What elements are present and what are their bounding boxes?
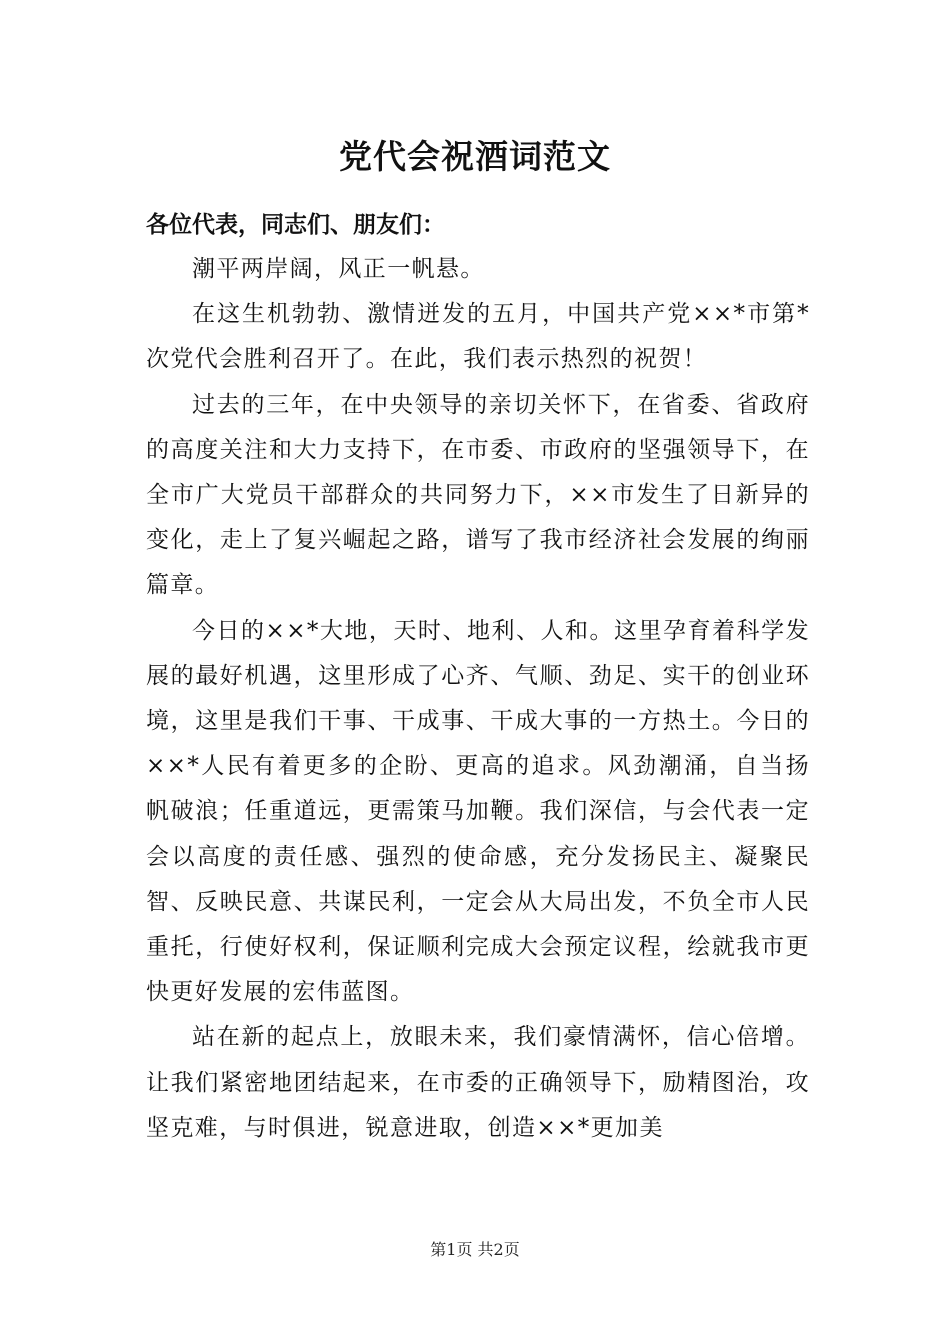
paragraph: 站在新的起点上，放眼未来，我们豪情满怀，信心倍增。让我们紧密地团结起来，在市委的正确领导下，励精图治，攻坚克难，与时俱进，锐意进取，创造××*更加美 <box>146 1024 810 1141</box>
document-body <box>146 247 810 1151</box>
salutation: 各位代表，同志们、朋友们： <box>146 211 445 238</box>
paragraph: 过去的三年，在中央领导的亲切关怀下，在省委、省政府的高度关注和大力支持下，在市委、市政府的坚强领导下，在全市广大党员干部群众的共同努力下，××市发生了日新异的变化，走上了复兴崛起之路，谱写了我市经济社会发展的绚丽篇章。 <box>146 391 810 599</box>
paragraph: 在这生机勃勃、激情迸发的五月，中国共产党××*市第*次党代会胜利召开了。在此，我们表示热烈的祝贺！ <box>146 301 810 373</box>
paragraph: 今日的××*大地，天时、地利、人和。这里孕育着科学发展的最好机遇，这里形成了心齐、气顺、劲足、实干的创业环境，这里是我们干事、干成事、干成大事的一方热土。今日的××*人民有着更多的企盼、更高的追求。风劲潮涌，自当扬帆破浪；任重道远，更需策马加鞭。我们深信，与会代表一定会以高度的责任感、强烈的使命感，充分发扬民主、凝聚民智、反映民意、共谋民利，一定会从大局出发，不负全市人民重托，行使好权利，保证顺利完成大会预定议程，绘就我市更快更好发展的宏伟蓝图。 <box>146 617 810 1006</box>
document-title: 党代会祝酒词范文 <box>339 137 611 176</box>
paragraph: 潮平两岸阔，风正一帆悬。 <box>192 256 485 282</box>
page-number-footer: 第1页 共2页 <box>430 1240 520 1259</box>
